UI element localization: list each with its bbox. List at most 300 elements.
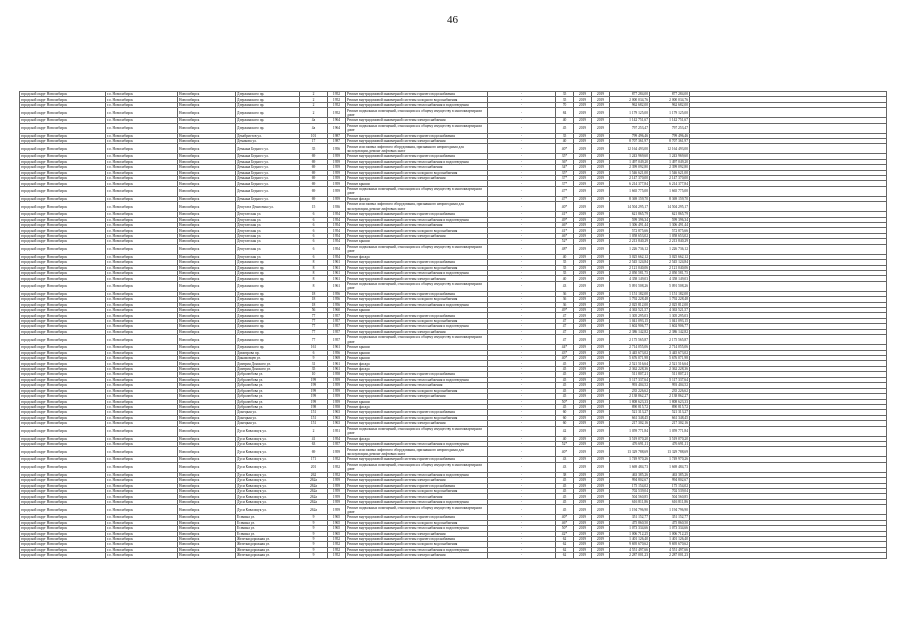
work-type-cell: Ремонт фасада — [346, 361, 488, 366]
end-year-cell: 2019 — [592, 410, 610, 415]
work-type-cell: Ремонт внутридомовой инженерной системы горячего водоснабжения — [346, 313, 488, 318]
cost-cell: 2 138 862,27 — [610, 394, 650, 399]
start-year-cell: 2019 — [574, 92, 592, 97]
lifetime-cell: 52* — [556, 442, 574, 447]
end-year-cell: 2019 — [592, 159, 610, 164]
dash-cell: - — [488, 505, 556, 515]
year-built-cell: 1952 — [328, 553, 346, 558]
municipality-cell: городской округ Новосибирск — [20, 478, 106, 483]
start-year-cell: 2019 — [574, 202, 592, 212]
locality-cell: Новосибирск — [178, 526, 236, 531]
lifetime-cell: 40* — [556, 144, 574, 154]
municipality-cell: городской округ Новосибирск — [20, 302, 106, 307]
start-year-cell: 2019 — [574, 421, 592, 426]
house-number-cell: 6 — [300, 223, 328, 228]
total-cost-cell: 1 243 969,60 — [650, 154, 690, 159]
work-type-cell: Ремонт подвальных помещений, относящихся к общему имуществу в многоквартирном доме — [346, 335, 488, 345]
district-cell: г.о. Новосибирск — [106, 526, 178, 531]
total-cost-cell: 4 363 521,57 — [650, 308, 690, 313]
house-number-cell: 9 — [300, 515, 328, 520]
house-number-cell: 199 — [300, 388, 328, 393]
street-cell: Депутатская ул. — [236, 223, 300, 228]
end-year-cell: 2019 — [592, 335, 610, 345]
municipality-cell: городской округ Новосибирск — [20, 536, 106, 541]
lifetime-cell: 62 — [556, 536, 574, 541]
dash-cell: - — [488, 202, 556, 212]
house-number-cell: 8 — [300, 265, 328, 270]
lifetime-cell: 47 — [556, 318, 574, 323]
cost-cell: 1 808 623,33 — [610, 399, 650, 404]
year-built-cell: 1957 — [328, 318, 346, 323]
locality-cell: Новосибирск — [178, 308, 236, 313]
year-built-cell: 1965 — [328, 520, 346, 525]
year-built-cell: 1957 — [328, 313, 346, 318]
street-cell: Дзержинского пр. — [236, 270, 300, 275]
total-cost-cell: 1 041 093,15 — [650, 318, 690, 323]
municipality-cell: городской округ Новосибирск — [20, 281, 106, 291]
street-cell: Дуси Ковальчук ул. — [236, 447, 300, 457]
locality-cell: Новосибирск — [178, 196, 236, 201]
house-number-cell: 6 — [300, 244, 328, 254]
municipality-cell: городской округ Новосибирск — [20, 410, 106, 415]
house-number-cell: 56 — [300, 308, 328, 313]
year-built-cell: 1959 — [328, 505, 346, 515]
lifetime-cell: 52* — [556, 239, 574, 244]
house-number-cell: 63 — [300, 442, 328, 447]
start-year-cell: 2019 — [574, 447, 592, 457]
year-built-cell: 1959 — [328, 377, 346, 382]
dash-cell: - — [488, 383, 556, 388]
street-cell: Дзержинского пр. — [236, 335, 300, 345]
district-cell: г.о. Новосибирск — [106, 404, 178, 409]
house-number-cell: 18 — [300, 291, 328, 296]
house-number-cell: 69 — [300, 170, 328, 175]
house-number-cell: 35 — [300, 144, 328, 154]
dash-cell: - — [488, 526, 556, 531]
work-type-cell: Ремонт внутридомовой инженерной системы горячего водоснабжения — [346, 536, 488, 541]
lifetime-cell: 47 — [556, 324, 574, 329]
total-cost-cell: 2 714 055,06 — [650, 345, 690, 350]
locality-cell: Новосибирск — [178, 212, 236, 217]
street-cell: Железнодорожная ул. — [236, 547, 300, 552]
municipality-cell: городской округ Новосибирск — [20, 144, 106, 154]
cost-cell: 1 665 775,00 — [610, 186, 650, 196]
note-cell — [690, 123, 887, 133]
start-year-cell: 2019 — [574, 394, 592, 399]
locality-cell: Новосибирск — [178, 133, 236, 138]
start-year-cell: 2019 — [574, 181, 592, 186]
start-year-cell: 2019 — [574, 108, 592, 118]
municipality-cell: городской округ Новосибирск — [20, 108, 106, 118]
table-row — [20, 281, 887, 291]
district-cell: г.о. Новосибирск — [106, 176, 178, 181]
total-cost-cell: 572 875,66 — [650, 228, 690, 233]
end-year-cell: 2019 — [592, 426, 610, 436]
year-built-cell: 1954 — [328, 223, 346, 228]
house-number-cell: 262а — [300, 488, 328, 493]
house-number-cell: 151 — [300, 415, 328, 420]
cost-cell: 1 194 796,90 — [610, 505, 650, 515]
locality-cell: Новосибирск — [178, 324, 236, 329]
house-number-cell: 171 — [300, 457, 328, 462]
work-type-cell: Ремонт внутридомовой инженерной системы электроснабжения — [346, 478, 488, 483]
street-cell: Декабристов ул. — [236, 133, 300, 138]
start-year-cell: 2019 — [574, 270, 592, 275]
lifetime-cell: 45 — [556, 404, 574, 409]
house-number-cell: 35 — [300, 366, 328, 371]
house-number-cell: 2 — [300, 102, 328, 107]
total-cost-cell: 1 669 484,73 — [650, 462, 690, 472]
district-cell: г.о. Новосибирск — [106, 536, 178, 541]
year-built-cell: 1987 — [328, 138, 346, 143]
year-built-cell: 1954 — [328, 254, 346, 259]
total-cost-cell: 1 226 736,12 — [650, 244, 690, 254]
year-built-cell: 1954 — [328, 436, 346, 441]
year-built-cell: 1961 — [328, 276, 346, 281]
street-cell: Дуси Ковальчук ул. — [236, 494, 300, 499]
dash-cell: - — [488, 366, 556, 371]
district-cell: г.о. Новосибирск — [106, 350, 178, 355]
street-cell: Донецкая ул. — [236, 421, 300, 426]
end-year-cell: 2019 — [592, 302, 610, 307]
year-built-cell: 1952 — [328, 462, 346, 472]
dash-cell: - — [488, 270, 556, 275]
total-cost-cell: 616 811,86 — [650, 499, 690, 504]
work-type-cell: Ремонт внутридомовой инженерной системы горячего водоснабжения — [346, 410, 488, 415]
work-type-cell: Ремонт подвальных помещений, относящихся к общему имуществу в многоквартирном доме — [346, 244, 488, 254]
house-number-cell: 8 — [300, 281, 328, 291]
district-cell: г.о. Новосибирск — [106, 276, 178, 281]
municipality-cell: городской округ Новосибирск — [20, 329, 106, 334]
start-year-cell: 2019 — [574, 212, 592, 217]
lifetime-cell: 84 — [556, 108, 574, 118]
municipality-cell: городской округ Новосибирск — [20, 297, 106, 302]
lifetime-cell: 45 — [556, 505, 574, 515]
end-year-cell: 2019 — [592, 228, 610, 233]
end-year-cell: 2019 — [592, 447, 610, 457]
street-cell: Дзержинского пр. — [236, 92, 300, 97]
dash-cell: - — [488, 223, 556, 228]
dash-cell: - — [488, 457, 556, 462]
cost-cell: 1 497 049,20 — [610, 159, 650, 164]
lifetime-cell: 43 — [556, 457, 574, 462]
total-cost-cell: 521 313,27 — [650, 410, 690, 415]
district-cell: г.о. Новосибирск — [106, 281, 178, 291]
district-cell: г.о. Новосибирск — [106, 488, 178, 493]
locality-cell: Новосибирск — [178, 536, 236, 541]
locality-cell: Новосибирск — [178, 415, 236, 420]
year-built-cell: 1965 — [328, 531, 346, 536]
house-number-cell: 69 — [300, 196, 328, 201]
table-row — [20, 108, 887, 118]
locality-cell: Новосибирск — [178, 186, 236, 196]
cost-cell: 1 602 906,77 — [610, 324, 650, 329]
house-number-cell: 151 — [300, 410, 328, 415]
district-cell: г.о. Новосибирск — [106, 308, 178, 313]
cost-cell: 2 714 055,06 — [610, 345, 650, 350]
locality-cell: Новосибирск — [178, 244, 236, 254]
house-number-cell: 69 — [300, 176, 328, 181]
note-cell — [690, 186, 887, 196]
dash-cell: - — [488, 372, 556, 377]
start-year-cell: 2019 — [574, 542, 592, 547]
locality-cell: Новосибирск — [178, 102, 236, 107]
year-built-cell: 1965 — [328, 526, 346, 531]
municipality-cell: городской округ Новосибирск — [20, 366, 106, 371]
end-year-cell: 2019 — [592, 345, 610, 350]
locality-cell: Новосибирск — [178, 118, 236, 123]
locality-cell: Новосибирск — [178, 372, 236, 377]
year-built-cell: 1965 — [328, 515, 346, 520]
start-year-cell: 2019 — [574, 547, 592, 552]
house-number-cell: 9 — [300, 520, 328, 525]
district-cell: г.о. Новосибирск — [106, 260, 178, 265]
year-built-cell: 1952 — [328, 102, 346, 107]
year-built-cell: 1952 — [328, 457, 346, 462]
start-year-cell: 2019 — [574, 372, 592, 377]
end-year-cell: 2019 — [592, 505, 610, 515]
work-type-cell: Ремонт внутридомовой инженерной системы электроснабжения — [346, 329, 488, 334]
year-built-cell: 1952 — [328, 536, 346, 541]
street-cell: Дуси Ковальчук ул. — [236, 457, 300, 462]
total-cost-cell: 3 519 070,20 — [650, 436, 690, 441]
end-year-cell: 2019 — [592, 462, 610, 472]
work-type-cell: Ремонт внутридомовой инженерной системы теплоснабжения и водоотведения — [346, 377, 488, 382]
total-cost-cell: 1 401 126,40 — [650, 536, 690, 541]
municipality-cell: городской округ Новосибирск — [20, 421, 106, 426]
house-number-cell: 6 — [300, 233, 328, 238]
locality-cell: Новосибирск — [178, 223, 236, 228]
dash-cell: - — [488, 239, 556, 244]
start-year-cell: 2019 — [574, 260, 592, 265]
work-type-cell: Ремонт внутридомовой инженерной системы горячего водоснабжения — [346, 372, 488, 377]
locality-cell: Новосибирск — [178, 154, 236, 159]
district-cell: г.о. Новосибирск — [106, 483, 178, 488]
end-year-cell: 2019 — [592, 265, 610, 270]
municipality-cell: городской округ Новосибирск — [20, 531, 106, 536]
locality-cell: Новосибирск — [178, 553, 236, 558]
year-built-cell: 1958 — [328, 372, 346, 377]
total-cost-cell: 217 302,16 — [650, 421, 690, 426]
street-cell: Дзержинского пр. — [236, 291, 300, 296]
lifetime-cell: 34* — [556, 165, 574, 170]
locality-cell: Новосибирск — [178, 447, 236, 457]
dash-cell: - — [488, 488, 556, 493]
municipality-cell: городской округ Новосибирск — [20, 399, 106, 404]
dash-cell: - — [488, 350, 556, 355]
total-cost-cell: 3 025 662,12 — [650, 254, 690, 259]
start-year-cell: 2019 — [574, 472, 592, 477]
cost-cell: 2 362 228,36 — [610, 366, 650, 371]
table-row — [20, 186, 887, 196]
work-type-cell: Ремонт внутридомовой инженерной системы холодного водоснабжения — [346, 488, 488, 493]
year-built-cell: 1959 — [328, 499, 346, 504]
lifetime-cell: 42 — [556, 426, 574, 436]
lifetime-cell: 40* — [556, 515, 574, 520]
house-number-cell: 17 — [300, 138, 328, 143]
municipality-cell: городской округ Новосибирск — [20, 159, 106, 164]
start-year-cell: 2019 — [574, 291, 592, 296]
district-cell: г.о. Новосибирск — [106, 505, 178, 515]
house-number-cell: 77 — [300, 335, 328, 345]
work-type-cell: Ремонт внутридомовой инженерной системы электроснабжения — [346, 553, 488, 558]
locality-cell: Новосибирск — [178, 165, 236, 170]
start-year-cell: 2019 — [574, 223, 592, 228]
year-built-cell: 1969 — [328, 356, 346, 361]
start-year-cell: 2019 — [574, 176, 592, 181]
locality-cell: Новосибирск — [178, 170, 236, 175]
start-year-cell: 2019 — [574, 377, 592, 382]
street-cell: Дуси Ковальчук ул. — [236, 499, 300, 504]
lifetime-cell: 46* — [556, 233, 574, 238]
year-built-cell: 1959 — [328, 196, 346, 201]
cost-cell: 521 313,27 — [610, 410, 650, 415]
lifetime-cell: 60 — [556, 421, 574, 426]
municipality-cell: городской округ Новосибирск — [20, 472, 106, 477]
year-built-cell: 1959 — [328, 488, 346, 493]
street-cell: Добролюбова ул. — [236, 377, 300, 382]
year-built-cell: 1959 — [328, 154, 346, 159]
lifetime-cell: 49* — [556, 308, 574, 313]
total-cost-cell: 1 602 906,77 — [650, 324, 690, 329]
year-built-cell: 1956 — [328, 144, 346, 154]
dash-cell: - — [488, 133, 556, 138]
house-number-cell: 9 — [300, 531, 328, 536]
note-cell — [690, 108, 887, 118]
work-type-cell: Ремонт крыши — [346, 308, 488, 313]
end-year-cell: 2019 — [592, 133, 610, 138]
dash-cell: - — [488, 483, 556, 488]
municipality-cell: городской округ Новосибирск — [20, 92, 106, 97]
locality-cell: Новосибирск — [178, 270, 236, 275]
dash-cell: - — [488, 181, 556, 186]
year-built-cell: 1959 — [328, 181, 346, 186]
locality-cell: Новосибирск — [178, 520, 236, 525]
lifetime-cell: 40* — [556, 356, 574, 361]
total-cost-cell: 1 073 334,66 — [650, 526, 690, 531]
start-year-cell: 2019 — [574, 318, 592, 323]
locality-cell: Новосибирск — [178, 92, 236, 97]
end-year-cell: 2019 — [592, 356, 610, 361]
dash-cell: - — [488, 478, 556, 483]
dash-cell: - — [488, 356, 556, 361]
work-type-cell: Ремонт внутридомовой инженерной системы холодного водоснабжения — [346, 542, 488, 547]
total-cost-cell: 1 665 775,00 — [650, 186, 690, 196]
work-type-cell: Ремонт внутридомовой инженерной системы холодного водоснабжения — [346, 297, 488, 302]
start-year-cell: 2019 — [574, 233, 592, 238]
district-cell: г.о. Новосибирск — [106, 553, 178, 558]
street-cell: Добролюбова ул. — [236, 399, 300, 404]
house-number-cell: 151 — [300, 421, 328, 426]
lifetime-cell: 43* — [556, 350, 574, 355]
district-cell: г.о. Новосибирск — [106, 144, 178, 154]
end-year-cell: 2019 — [592, 499, 610, 504]
district-cell: г.о. Новосибирск — [106, 410, 178, 415]
year-built-cell: 1959 — [328, 394, 346, 399]
house-number-cell: 262а — [300, 505, 328, 515]
locality-cell: Новосибирск — [178, 436, 236, 441]
total-cost-cell: 1 306 491,44 — [650, 223, 690, 228]
lifetime-cell: 45 — [556, 372, 574, 377]
house-number-cell: 2 — [300, 92, 328, 97]
cost-cell: 1 669 484,73 — [610, 462, 650, 472]
note-cell — [690, 144, 887, 154]
work-type-cell: Ремонт подвальных помещений, относящихся к общему имуществу в многоквартирном доме — [346, 426, 488, 436]
locality-cell: Новосибирск — [178, 260, 236, 265]
start-year-cell: 2019 — [574, 159, 592, 164]
total-cost-cell: 2 050 581,75 — [650, 270, 690, 275]
district-cell: г.о. Новосибирск — [106, 313, 178, 318]
district-cell: г.о. Новосибирск — [106, 494, 178, 499]
lifetime-cell: 62 — [556, 542, 574, 547]
locality-cell: Новосибирск — [178, 318, 236, 323]
house-number-cell: 41 — [300, 436, 328, 441]
street-cell: Демьяна Бедного ул. — [236, 181, 300, 186]
lifetime-cell: 70 — [556, 102, 574, 107]
house-number-cell: 69 — [300, 154, 328, 159]
start-year-cell: 2019 — [574, 462, 592, 472]
district-cell: г.о. Новосибирск — [106, 383, 178, 388]
end-year-cell: 2019 — [592, 92, 610, 97]
cost-cell: 962 682,00 — [610, 102, 650, 107]
district-cell: г.о. Новосибирск — [106, 254, 178, 259]
lifetime-cell: 45 — [556, 377, 574, 382]
cost-cell: 4 358 149,03 — [610, 276, 650, 281]
district-cell: г.о. Новосибирск — [106, 165, 178, 170]
total-cost-cell: 2 025 812,00 — [650, 302, 690, 307]
year-built-cell: 1961 — [328, 366, 346, 371]
year-built-cell: 1954 — [328, 212, 346, 217]
municipality-cell: городской округ Новосибирск — [20, 176, 106, 181]
locality-cell: Новосибирск — [178, 499, 236, 504]
work-type-cell: Ремонт внутридомовой инженерной системы холодного водоснабжения — [346, 415, 488, 420]
locality-cell: Новосибирск — [178, 123, 236, 133]
note-cell — [690, 462, 887, 472]
total-cost-cell: 2 399 092,80 — [650, 165, 690, 170]
house-number-cell: 9 — [300, 542, 328, 547]
end-year-cell: 2019 — [592, 244, 610, 254]
municipality-cell: городской округ Новосибирск — [20, 394, 106, 399]
work-type-cell: Ремонт фасада — [346, 196, 488, 201]
street-cell: Донецкая ул. — [236, 410, 300, 415]
street-cell: Железнодорожная ул. — [236, 536, 300, 541]
note-cell — [690, 553, 887, 558]
municipality-cell: городской округ Новосибирск — [20, 499, 106, 504]
district-cell: г.о. Новосибирск — [106, 377, 178, 382]
locality-cell: Новосибирск — [178, 394, 236, 399]
end-year-cell: 2019 — [592, 170, 610, 175]
lifetime-cell: 40 — [556, 138, 574, 143]
work-type-cell: Ремонт внутридомовой инженерной системы теплоснабжения и водоотведения — [346, 159, 488, 164]
dash-cell: - — [488, 415, 556, 420]
work-type-cell: Ремонт внутридомовой инженерной системы электроснабжения — [346, 531, 488, 536]
start-year-cell: 2019 — [574, 388, 592, 393]
cost-cell: 702 539,04 — [610, 488, 650, 493]
locality-cell: Новосибирск — [178, 404, 236, 409]
street-cell: Дзержинского пр. — [236, 297, 300, 302]
note-cell — [690, 281, 887, 291]
end-year-cell: 2019 — [592, 260, 610, 265]
dash-cell: - — [488, 399, 556, 404]
total-cost-cell: 13 329 788,69 — [650, 447, 690, 457]
municipality-cell: городской округ Новосибирск — [20, 488, 106, 493]
end-year-cell: 2019 — [592, 415, 610, 420]
start-year-cell: 2019 — [574, 410, 592, 415]
table-row — [20, 244, 887, 254]
work-type-cell: Ремонт внутридомовой инженерной системы теплоснабжения — [346, 383, 488, 388]
end-year-cell: 2019 — [592, 318, 610, 323]
cost-cell: 8 707 361,97 — [610, 138, 650, 143]
